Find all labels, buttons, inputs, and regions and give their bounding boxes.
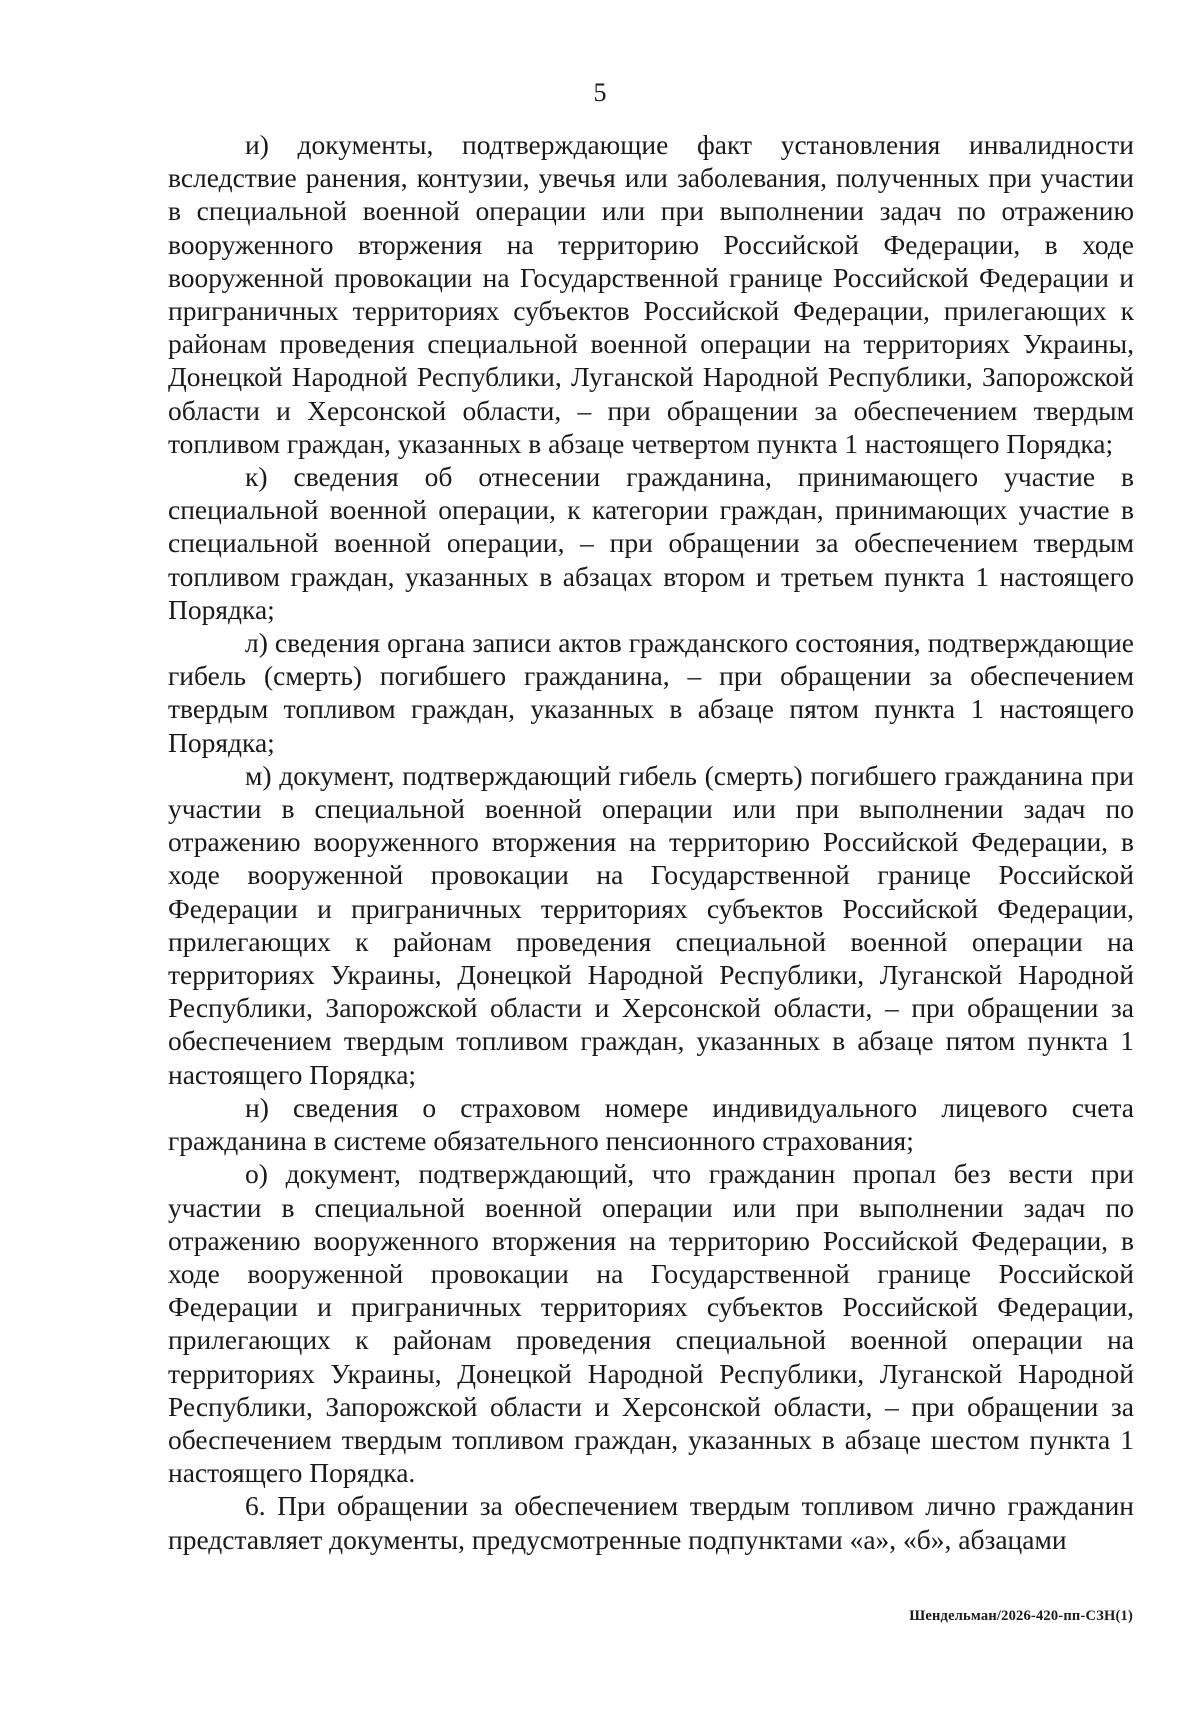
- paragraph-section-6: 6. При обращении за обеспечением твердым топливом лично гражданин представляет документы, предусмотренные подпунктами «а», «б», абзацами: [168, 1490, 1134, 1555]
- paragraph-item-o: о) документ, подтверждающий, что гражданин пропал без вести при участии в специальной военной операции или при выполнении задач по отражению вооруженного вторжения на территорию Российской Федерации, в ходе вооруженной провокации на Государственной границе Российской Федерации и приграничных территориях субъектов Российской Федерации, прилегающих к районам проведения специальной военной операции на территориях Украины, Донецкой Народной Республики, Луганской Народной Республики, Запорожской области и Херсонской области, – при обращении за обеспечением твердым топливом граждан, указанных в абзаце шестом пункта 1 настоящего Порядка.: [168, 1158, 1134, 1489]
- paragraph-item-m: м) документ, подтверждающий гибель (смерть) погибшего гражданина при участии в специальной военной операции или при выполнении задач по отражению вооруженного вторжения на территорию Российской Федерации, в ходе вооруженной провокации на Государственной границе Российской Федерации и приграничных территориях субъектов Российской Федерации, прилегающих к районам проведения специальной военной операции на территориях Украины, Донецкой Народной Республики, Луганской Народной Республики, Запорожской области и Херсонской области, – при обращении за обеспечением твердым топливом граждан, указанных в абзаце пятом пункта 1 настоящего Порядка;: [168, 759, 1134, 1090]
- paragraph-item-i: и) документы, подтверждающие факт установления инвалидности вследствие ранения, контузии, увечья или заболевания, полученных при участии в специальной военной операции или при выполнении задач по отражению вооруженного вторжения на территорию Российской Федерации, в ходе вооруженной провокации на Государственной границе Российской Федерации и приграничных территориях субъектов Российской Федерации, прилегающих к районам проведения специальной военной операции на территориях Украины, Донецкой Народной Республики, Луганской Народной Республики, Запорожской области и Херсонской области, – при обращении за обеспечением твердым топливом граждан, указанных в абзаце четвертом пункта 1 настоящего Порядка;: [168, 129, 1134, 459]
- paragraph-item-l: л) сведения органа записи актов гражданского состояния, подтверждающие гибель (смерть) погибшего гражданина, – при обращении за обеспечением твердым топливом граждан, указанных в абзаце пятом пункта 1 настоящего Порядка;: [168, 627, 1134, 758]
- paragraph-item-n: н) сведения о страховом номере индивидуального лицевого счета гражданина в системе обязательного пенсионного страхования;: [168, 1091, 1134, 1157]
- paragraph-item-k: к) сведения об отнесении гражданина, принимающего участие в специальной военной операции, к категории граждан, принимающих участие в специальной военной операции, – при обращении за обеспечением твердым топливом граждан, указанных в абзацах втором и третьем пункта 1 настоящего Порядка;: [168, 461, 1134, 625]
- document-body: [168, 128, 1134, 1556]
- document-footer-code: Шендельман/2026-420-пп-СЗН(1): [909, 1608, 1133, 1624]
- page-number: 5: [593, 78, 607, 107]
